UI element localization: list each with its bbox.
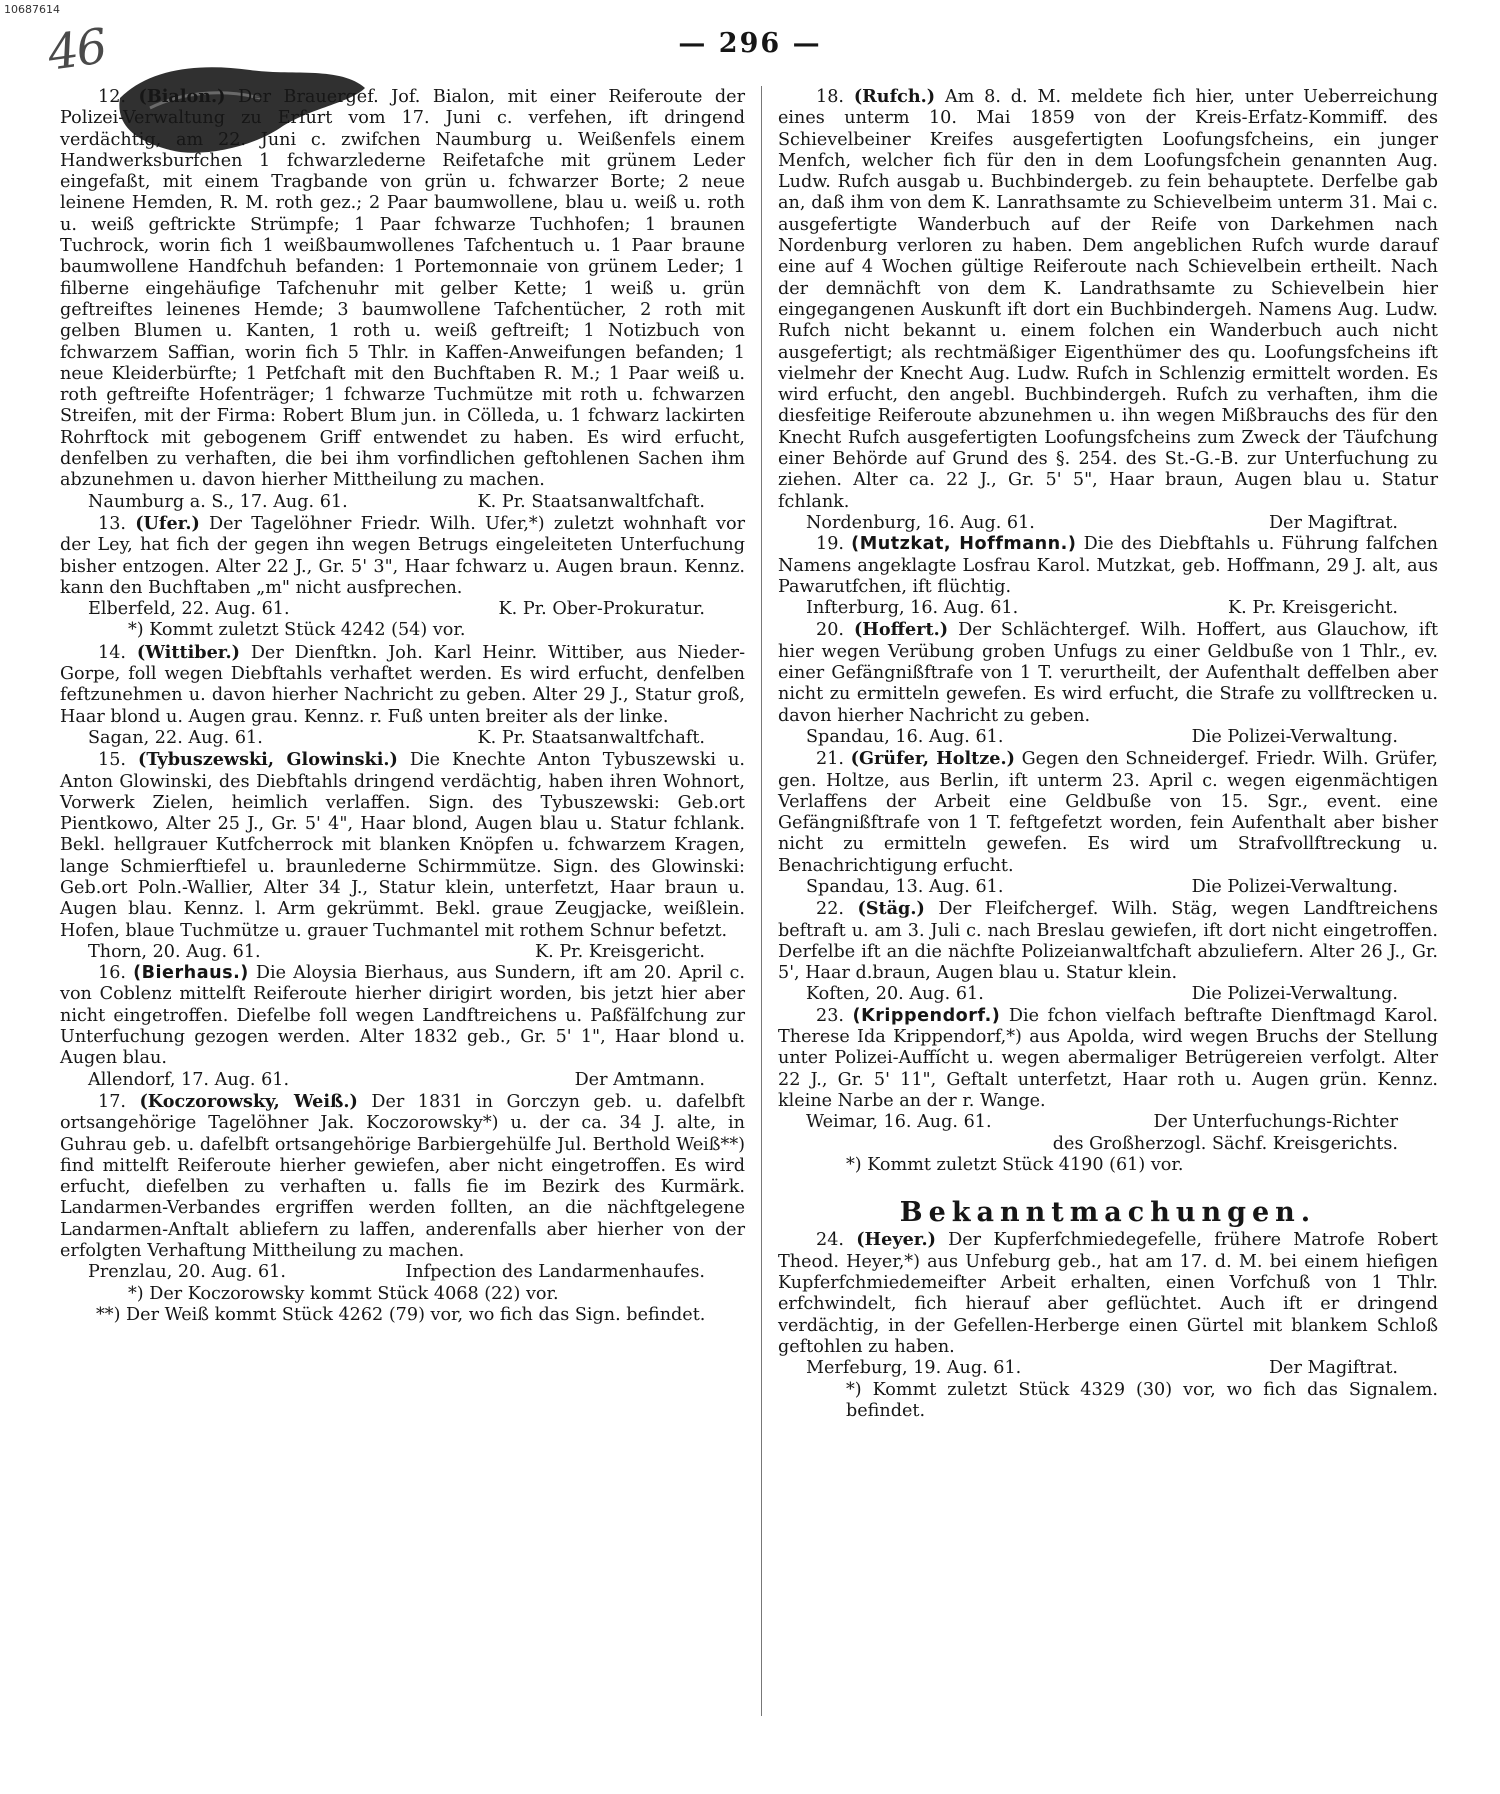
notice-text: Die fchon vielfach beftrafte Dienftmagd Karol. Therese Ida Krippendorf,*) aus Apolda, wird wegen Bruchs der Stellung unter Polizei-Auffícht u. wegen abermaliger Betrügereien verfolgt. Alter 22 J., Gr. 5' 11", Geftalt unterfetzt, Haar roth u. Augen grün. Kennz. kleine Narbe an der r. Wange. (778, 1005, 1439, 1111)
left-column (60, 86, 745, 1326)
notice-name: (Stäg.) (857, 898, 925, 920)
notice-entry (778, 1229, 1438, 1422)
notice-text: Der Dienftkn. Joh. Karl Heinr. Wittiber, aus Nieder-Gorpe, foll wegen Diebftahls verhaftet werden. Es wird erfucht, denfelben feftzunehmen u. davon hierher Nachricht zu geben. Alter 29 J., Statur groß, Haar blond u. Augen grau. Kennz. r. Fuß unten breiter als der linke. (60, 642, 746, 727)
notice-authority: K. Pr. Staatsanwaltfchaft. (477, 491, 705, 512)
notice-name: (Bialon.) (138, 86, 226, 107)
notice-signature (778, 984, 1438, 1005)
notice-entry (60, 642, 745, 749)
notice-name: (Tybuszewski, Glowinski.) (138, 749, 398, 771)
notice-place-date: Naumburg a. S., 17. Aug. 61. (88, 491, 348, 512)
notice-signature (778, 513, 1438, 534)
notice-body (60, 1091, 745, 1262)
notice-body (60, 513, 745, 599)
notice-authority: K. Pr. Staatsanwaltfchaft. (477, 727, 705, 748)
notice-footnote: *) Der Koczorowsky kommt Stück 4068 (22) vor. (128, 1283, 559, 1304)
notice-signature (778, 598, 1438, 619)
notice-footnote: *) Kommt zuletzt Stück 4329 (30) vor, wo fich das Signalem. befindet. (846, 1379, 1438, 1421)
notice-authority: K. Pr. Ober-Prokuratur. (498, 599, 705, 620)
notice-entry (60, 749, 745, 963)
notice-place-date: Allendorf, 17. Aug. 61. (88, 1069, 290, 1090)
notice-name: (Rufch.) (853, 86, 936, 107)
right-column (778, 86, 1438, 1422)
notice-body (60, 642, 745, 728)
notice-text: Die Aloysia Bierhaus, aus Sundern, ift am 20. April c. von Coblenz mittelft Reiferoute hierher dirigirt worden, bis jetzt hier aber nicht eingetroffen. Diefelbe foll wegen Landftreichens u. Paßfälfchung zur Unterfuchung gezogen werden. Alter 1832 geb., Gr. 5' 1", Haar blond u. Augen blau. (60, 963, 746, 1069)
notice-number: 19. (816, 534, 844, 555)
notice-body (778, 86, 1438, 513)
notice-entry (60, 86, 745, 513)
notice-entry (778, 748, 1438, 898)
notice-text: Der Tagelöhner Friedr. Wilh. Ufer,*) zuletzt wohnhaft vor der Ley, hat fich der gegen ihn wegen Betrugs eingeleiteten Unterfuchung bisher entzogen. Alter 22 J., Gr. 5' 3", Haar fchwarz u. Augen braun. Kennz. kann den Buchftaben „m" nicht ausfprechen. (60, 513, 746, 598)
notice-number: 15. (98, 750, 126, 771)
column-divider (761, 86, 762, 1716)
notice-text: Die Knechte Anton Tybuszewski u. Anton Glowinski, des Diebftahls dringend verdächtig, haben ihren Wohnort, Vorwerk Zielen, heimlich verlaffen. Sign. des Tybuszewski: Geb.ort Pientkowo, Alter 25 J., Gr. 5' 4", Haar blond, Augen blau u. Statur fchlank. Bekl. hellgrauer Kutfcherrock mit blanken Knöpfen u. fchwarzem Kragen, lange Schmierftiefel u. braunlederne Schirmmütze. Sign. des Glowinski: Geb.ort Poln.-Wallier, Alter 34 J., Statur klein, unterfetzt, Haar braun u. Augen blau. Kennz. l. Arm gekrümmt. Bekl. graue Zeugjacke, weißlein. Hofen, blaue Tuchmütze u. grauer Tuchmantel mit rothem Schnur befetzt. (60, 750, 746, 941)
notice-number: 13. (98, 513, 126, 534)
notice-place-date: Prenzlau, 20. Aug. 61. (88, 1262, 286, 1283)
page-number: — 296 — (678, 28, 822, 59)
notice-authority: Der Magiftrat. (1268, 512, 1398, 533)
notice-place-date: Thorn, 20. Aug. 61. (88, 941, 261, 962)
notice-text: Der Schlächtergef. Wilh. Hoffert, aus Glauchow, ift hier wegen Verübung groben Unfugs zu einer Geldbuße von 1 Thlr., ev. einer Gefängnißftrafe von 1 T. verurtheilt, der Aufenthalt deffelben aber nicht zu ermitteln gewefen. Es wird erfucht, die Strafe zu vollftrecken u. davon hierher Nachricht zu geben. (778, 620, 1439, 726)
notice-body (778, 619, 1438, 726)
notice-name: (Grüfer, Holtze.) (850, 748, 1015, 770)
notice-entry (60, 963, 745, 1091)
notice-name: (Koczorowsky, Weiß.) (139, 1090, 358, 1112)
notice-number: 14. (98, 642, 126, 663)
notice-body (778, 1006, 1438, 1112)
notice-place-date: Sagan, 22. Aug. 61. (88, 727, 263, 748)
notice-name: (Hoffert.) (853, 619, 949, 641)
notice-number: 24. (816, 1230, 844, 1251)
notice-number: 21. (816, 749, 844, 770)
notice-entry (60, 1091, 745, 1326)
notice-entry (60, 513, 745, 642)
notice-text: Der 1831 in Gorczyn geb. u. dafelbft ortsangehörige Tagelöhner Jak. Koczorowsky*) u. der ca. 34 J. alte, in Guhrau geb. u. dafelbft ortsangehörige Barbiergehülfe Jul. Berthold Weiß**) find mittelft Reiferoute hierher gewiefen, aber nicht eingetroffen. Es wird erfucht, diefelben zu verhaften u. falls fie im Bezirk des Kurmärk. Landarmen-Verbandes ergriffen werden follten, an die nächftgelegene Landarmen-Anftalt abliefern zu laffen, anderenfalls aber hierher von der erfolgten Verhaftung Mittheilung zu machen. (60, 1091, 745, 1262)
notice-entry (778, 86, 1438, 534)
notice-signature (778, 1358, 1438, 1379)
notice-place-date: Infterburg, 16. Aug. 61. (806, 598, 1019, 619)
notice-body (778, 534, 1438, 598)
notice-body (60, 749, 745, 942)
notice-entry (778, 1006, 1438, 1176)
notice-body (778, 748, 1438, 877)
notice-number: 23. (816, 1005, 844, 1026)
notice-authority: Der Amtmann. (574, 1069, 705, 1090)
notice-place-date: Weimar, 16. Aug. 61. (806, 1112, 992, 1133)
notice-place-date: Nordenburg, 16. Aug. 61. (806, 512, 1035, 533)
notice-footnote: *) Kommt zuletzt Stück 4190 (61) vor. (846, 1154, 1184, 1175)
notice-authority: Die Polizei-Verwaltung. (1191, 726, 1398, 747)
notice-text: Der Kupferfchmiedegefelle, frühere Matrofe Robert Theod. Heyer,*) aus Unfeburg geb., hat am 17. d. M. bei einem hiefigen Kupferfchmiedemeifter Arbeit erhalten, einen Vorfchuß von 1 Thlr. erfchwindelt, fich hierauf aber geflüchtet. Auch ift er dringend verdächtig, in der Gefellen-Herberge einen Gürtel mit blankem Schloß geftohlen zu haben. (778, 1230, 1439, 1357)
notice-text: Der Brauergef. Jof. Bialon, mit einer Reiferoute der Polizei-Verwaltung zu Erfurt vom 17. Juni c. verfehen, ift dringend verdächtig, am 22. Juni c. zwifchen Naumburg u. Weißenfels einem Handwerksburfchen 1 fchwarzlederne Reifetafche mit grünem Leder eingefaßt, mit einem Tragbande von grün u. fchwarzer Borte; 2 neue leinene Hemden, R. M. roth gez.; 2 Paar baumwollene, blau u. weiß u. roth u. weiß geftrickte Strümpfe; 1 Paar fchwarze Tuchhofen; 1 braunen Tuchrock, worin fich 1 weißbaumwollenes Tafchentuch u. 1 Paar braune baumwollene Handfchuh befanden: 1 Portemonnaie von grünem Leder; 1 filberne eingehäufige Tafchenuhr mit gelber Kette; 1 weiß u. grün geftreiftes leinenes Hemde; 3 baumwollene Tafchentücher, 2 roth mit gelben Blumen u. Kanten, 1 roth u. weiß geftreift; 1 Notizbuch von fchwarzem Saffian, worin fich 5 Thlr. in Kaffen-Anweifungen befanden; 1 neue Kleiderbürfte; 1 Petfchaft mit den Buchftaben R. M.; 1 Paar weiß u. roth geftreifte Hofenträger; 1 fchwarze Tuchmütze mit roth u. fchwarzen Streifen, mit der Firma: Robert Blum jun. in Cölleda, u. 1 fchwarz lackirten Rohrftock mit gebogenem Griff entwendet zu haben. Es wird erfucht, denfelben zu verhaften, die bei ihm vorfindlichen geftohlenen Sachen ihm abzunehmen u. davon hierher Mittheilung zu machen. (60, 87, 746, 491)
notice-name: (Bierhaus.) (133, 963, 249, 984)
notice-number: 20. (816, 620, 844, 641)
notice-number: 18. (816, 87, 844, 107)
scan-id: 10687614 (4, 3, 60, 16)
notice-entry (778, 534, 1438, 619)
notice-signature (778, 877, 1438, 898)
handwritten-number: 46 (44, 18, 109, 82)
notice-authority: Die Polizei-Verwaltung. (1191, 876, 1398, 897)
notice-authority: Die Polizei-Verwaltung. (1191, 984, 1398, 1005)
notice-authority: Infpection des Landarmenhaufes. (405, 1262, 705, 1283)
notice-text: Die des Diebftahls u. Führung falfchen Namens angeklagte Losfrau Karol. Mutzkat, geb. Hoffmann, 29 J. alt, aus Pawarutfchen, ift flüchtig. (778, 534, 1438, 597)
notice-body (60, 86, 745, 492)
notice-entry (778, 619, 1438, 748)
notice-place-date: Elberfeld, 22. Aug. 61. (88, 599, 290, 620)
notice-name: (Krippendorf.) (852, 1005, 1001, 1026)
notice-number: 16. (98, 963, 126, 984)
notice-number: 12. (98, 87, 126, 107)
notice-text: Gegen den Schneidergef. Friedr. Wilh. Grüfer, gen. Holtze, aus Berlin, ift unterm 23. April c. wegen eigenmächtigen Verlaffens der Arbeit eine Geldbuße von 15. Sgr., event. eine Gefängnißftrafe von 1 T. feftgefetzt worden, fein Aufenthalt aber bisher nicht zu ermitteln gewefen. Es wird um Strafvollftreckung u. Benachrichtigung erfucht. (778, 749, 1439, 876)
notice-authority-line-2: des Großherzogl. Sächf. Kreisgerichts. (1052, 1133, 1398, 1154)
notice-signature (60, 599, 745, 620)
notice-name: (Wittiber.) (136, 641, 240, 663)
notice-body (60, 963, 745, 1069)
notice-authority: Der Unterfuchungs-Richter (1153, 1112, 1398, 1133)
notice-place-date: Koften, 20. Aug. 61. (806, 984, 984, 1005)
notice-signature (778, 1112, 1438, 1133)
notice-footnote: *) Kommt zuletzt Stück 4242 (54) vor. (128, 620, 466, 641)
notice-text: Der Fleifchergef. Wilh. Stäg, wegen Landftreichens beftraft u. am 3. Juli c. nach Breslau gewiefen, ift dort nicht eingetroffen. Derfelbe ift an die nächfte Polizeianwaltfchaft abzuliefern. Alter 26 J., Gr. 5', Haar d.braun, Augen blau u. Statur klein. (778, 899, 1438, 984)
notice-signature (60, 1070, 745, 1091)
notice-authority: Der Magiftrat. (1268, 1358, 1398, 1379)
notice-place-date: Spandau, 13. Aug. 61. (806, 876, 1004, 897)
notice-place-date: Spandau, 16. Aug. 61. (806, 726, 1004, 747)
notice-footnote: **) Der Weiß kommt Stück 4262 (79) vor, wo fich das Sign. befindet. (96, 1304, 706, 1325)
notice-body (778, 898, 1438, 984)
notice-text: Am 8. d. M. meldete fich hier, unter Ueberreichung eines unterm 10. Mai 1859 von der Kreis-Erfatz-Kommiff. des Schievelbeiner Kreifes ausgefertigten Loofungsfcheins, ein junger Menfch, welcher fich für den in dem Loofungsfchein genannten Aug. Ludw. Rufch ausgab u. Buchbindergeb. zu fein behauptete. Derfelbe gab an, daß ihm von dem K. Lanrathsamte zu Schievelbeim unterm 31. Mai c. ausgefertigte Wanderbuch auf der Reife von Darkehmen nach Nordenburg verloren zu haben. Dem angeblichen Rufch wurde darauf eine auf 4 Wochen gültige Reiferoute nach Schievelbein ertheilt. Nach der demnächft von dem K. Landrathsamte zu Schievelbein hier eingegangenen Auskunft ift dort ein Buchbindergeh. Namens Aug. Ludw. Rufch nicht bekannt u. einem folchen ein Wanderbuch auch nicht ausgefertigt; als rechtmäßiger Eigenthümer des qu. Loofungsfcheins ift vielmehr der Knecht Aug. Ludw. Rufch in Schlenzig ermittelt worden. Es wird erfucht, den angebl. Buchbindergeh. Rufch zu verhaften, ihm die diesfeitige Reiferoute abzunehmen u. ihn wegen Mißbrauchs des für den Knecht Rufch ausgefertigten Loofungsfcheins zum Zweck der Täufchung einer Behörde auf Grund des §. 254. des St.-G.-B. zur Unterfuchung zu ziehen. Alter ca. 22 J., Gr. 5' 5", Haar braun, Augen blau u. Statur fchlank. (778, 87, 1438, 512)
notice-body (778, 1229, 1438, 1358)
notice-signature (60, 1262, 745, 1283)
notice-signature (60, 728, 745, 749)
notice-name: (Mutzkat, Hoffmann.) (851, 534, 1077, 555)
notice-signature (778, 727, 1438, 748)
notice-authority: K. Pr. Kreisgericht. (534, 941, 705, 962)
notice-signature (60, 942, 745, 963)
notice-name: (Heyer.) (856, 1229, 936, 1251)
notice-signature (60, 492, 745, 513)
notice-number: 22. (816, 899, 844, 920)
notice-authority: K. Pr. Kreisgericht. (1227, 598, 1398, 619)
notice-number: 17. (98, 1091, 126, 1112)
section-heading: Bekanntmachungen. (899, 1197, 1317, 1229)
notice-place-date: Merfeburg, 19. Aug. 61. (806, 1358, 1022, 1379)
notice-entry (778, 898, 1438, 1005)
notice-name: (Ufer.) (135, 512, 200, 534)
